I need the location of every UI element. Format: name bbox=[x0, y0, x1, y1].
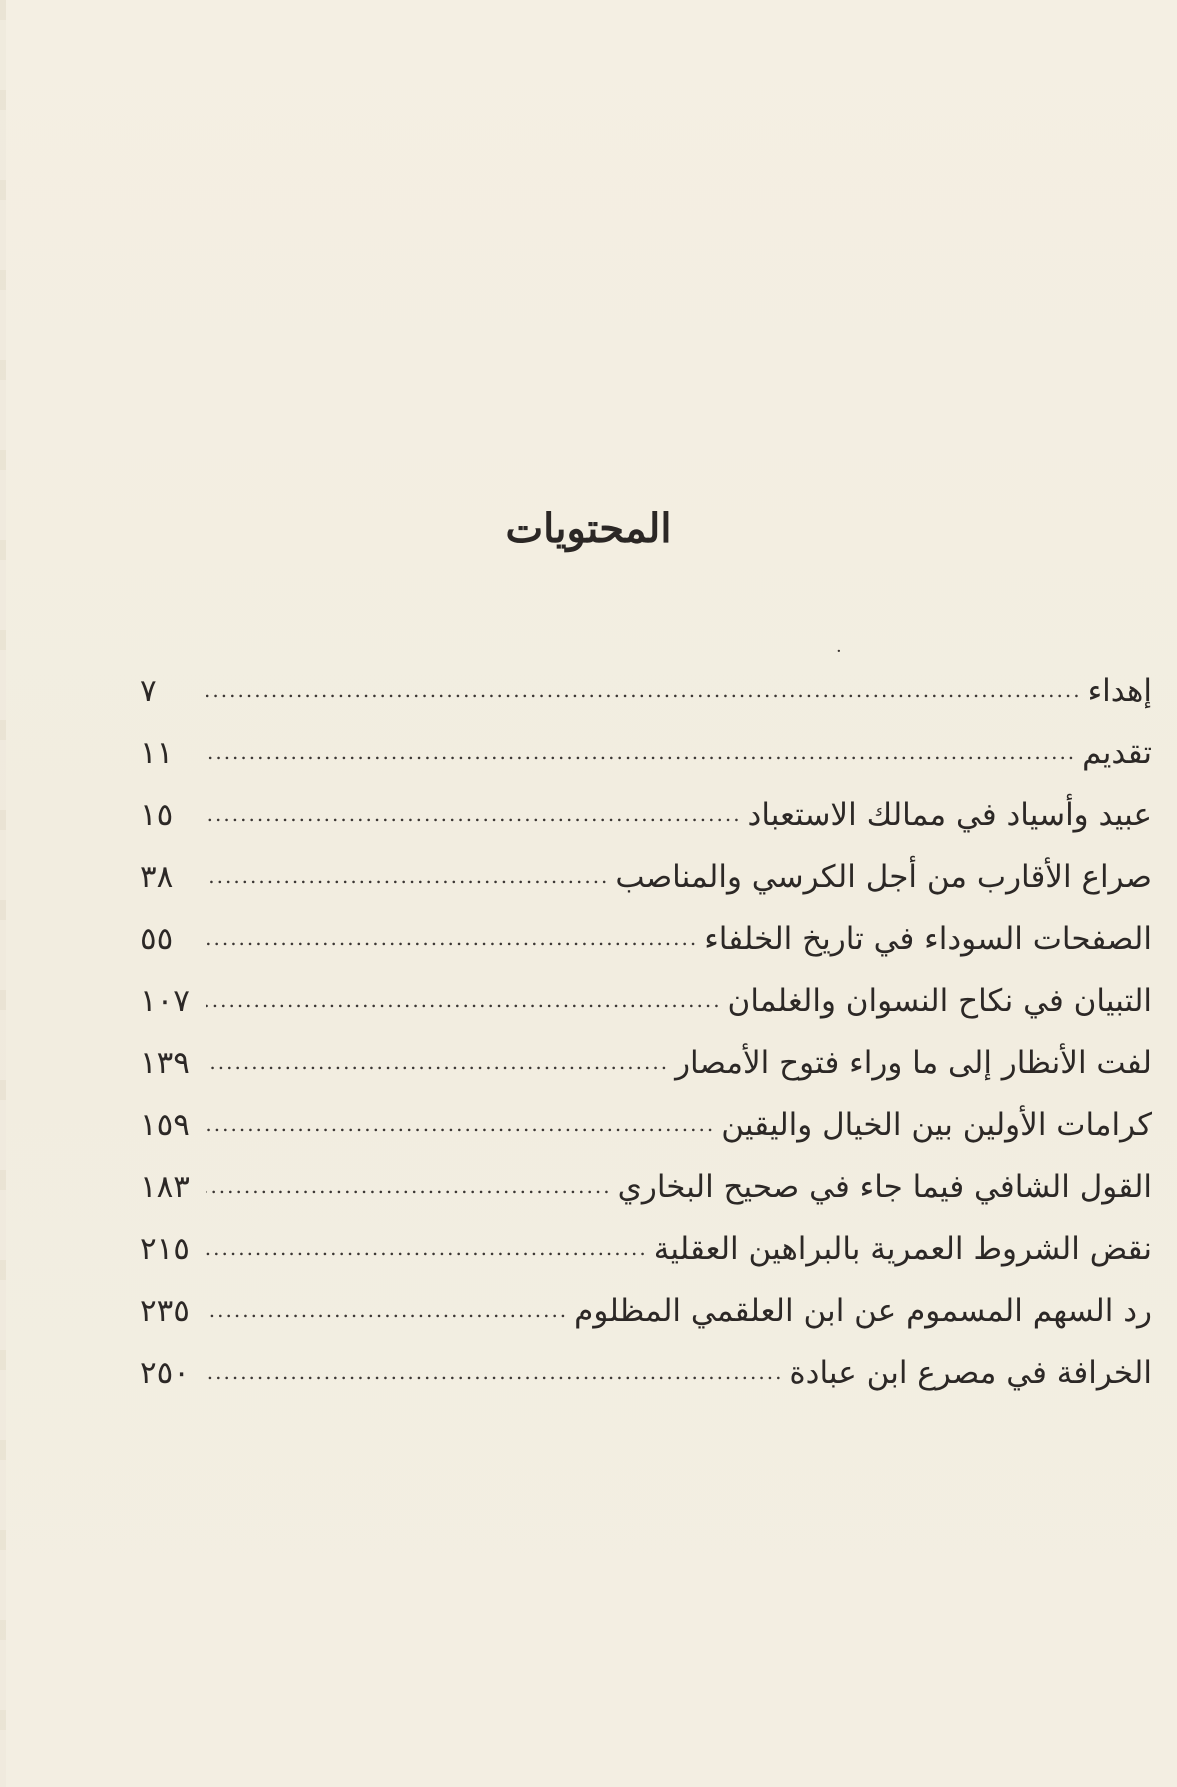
toc-entry[interactable] bbox=[140, 1218, 1152, 1280]
toc-entry-title: كرامات الأولين بين الخيال واليقين bbox=[721, 1107, 1152, 1143]
toc-entry-title: رد السهم المسموم عن ابن العلقمي المظلوم bbox=[574, 1293, 1152, 1329]
page-title: المحتويات bbox=[505, 505, 672, 552]
table-of-contents bbox=[140, 660, 1152, 1404]
toc-entry-page: ٧ bbox=[140, 673, 157, 709]
toc-entry-page: ٢٥٠ bbox=[140, 1355, 190, 1391]
toc-entry[interactable] bbox=[140, 1342, 1152, 1404]
toc-entry[interactable] bbox=[140, 1280, 1152, 1342]
toc-entry-title: عبيد وأسياد في ممالك الاستعباد bbox=[747, 797, 1152, 833]
toc-entry-title: القول الشافي فيما جاء في صحيح البخاري bbox=[617, 1169, 1152, 1205]
dot-leader bbox=[206, 721, 1076, 783]
dot-leader bbox=[206, 1155, 612, 1217]
toc-entry[interactable] bbox=[140, 1156, 1152, 1218]
toc-entry-page: ١٠٧ bbox=[140, 983, 190, 1019]
toc-entry[interactable] bbox=[140, 1094, 1152, 1156]
dot-leader bbox=[206, 1341, 783, 1403]
ink-speck: · bbox=[836, 641, 842, 662]
toc-entry-page: ٢٣٥ bbox=[140, 1293, 190, 1329]
toc-entry-page: ١٥ bbox=[140, 797, 174, 833]
toc-entry-page: ٣٨ bbox=[140, 859, 174, 895]
dot-leader bbox=[206, 1279, 568, 1341]
dot-leader bbox=[206, 1217, 648, 1279]
toc-entry-page: ٥٥ bbox=[140, 921, 174, 957]
toc-entry[interactable] bbox=[140, 908, 1152, 970]
toc-entry-page: ١١ bbox=[140, 735, 174, 771]
page-edge bbox=[0, 0, 6, 1787]
dot-leader bbox=[206, 1031, 669, 1093]
toc-entry[interactable] bbox=[140, 846, 1152, 908]
toc-entry-title: الخرافة في مصرع ابن عبادة bbox=[789, 1355, 1152, 1391]
toc-entry-title: إهداء bbox=[1087, 673, 1152, 709]
toc-entry-page: ٢١٥ bbox=[140, 1231, 190, 1267]
toc-entry-title: الصفحات السوداء في تاريخ الخلفاء bbox=[704, 921, 1152, 957]
dot-leader bbox=[206, 659, 1082, 721]
toc-entry[interactable] bbox=[140, 970, 1152, 1032]
toc-entry-page: ١٥٩ bbox=[140, 1107, 190, 1143]
dot-leader bbox=[206, 1093, 715, 1155]
toc-entry-title: تقديم bbox=[1082, 735, 1152, 771]
dot-leader bbox=[206, 907, 698, 969]
toc-entry-page: ١٨٣ bbox=[140, 1169, 190, 1205]
dot-leader bbox=[206, 783, 742, 845]
toc-entry[interactable] bbox=[140, 722, 1152, 784]
toc-entry[interactable] bbox=[140, 784, 1152, 846]
toc-entry[interactable] bbox=[140, 1032, 1152, 1094]
dot-leader bbox=[206, 969, 722, 1031]
toc-entry-page: ١٣٩ bbox=[140, 1045, 190, 1081]
toc-entry-title: نقض الشروط العمرية بالبراهين العقلية bbox=[653, 1231, 1152, 1267]
toc-entry-title: التبيان في نكاح النسوان والغلمان bbox=[727, 983, 1152, 1019]
toc-entry-title: لفت الأنظار إلى ما وراء فتوح الأمصار bbox=[675, 1045, 1152, 1081]
toc-entry[interactable] bbox=[140, 660, 1152, 722]
dot-leader bbox=[206, 845, 609, 907]
toc-entry-title: صراع الأقارب من أجل الكرسي والمناصب bbox=[615, 859, 1152, 895]
